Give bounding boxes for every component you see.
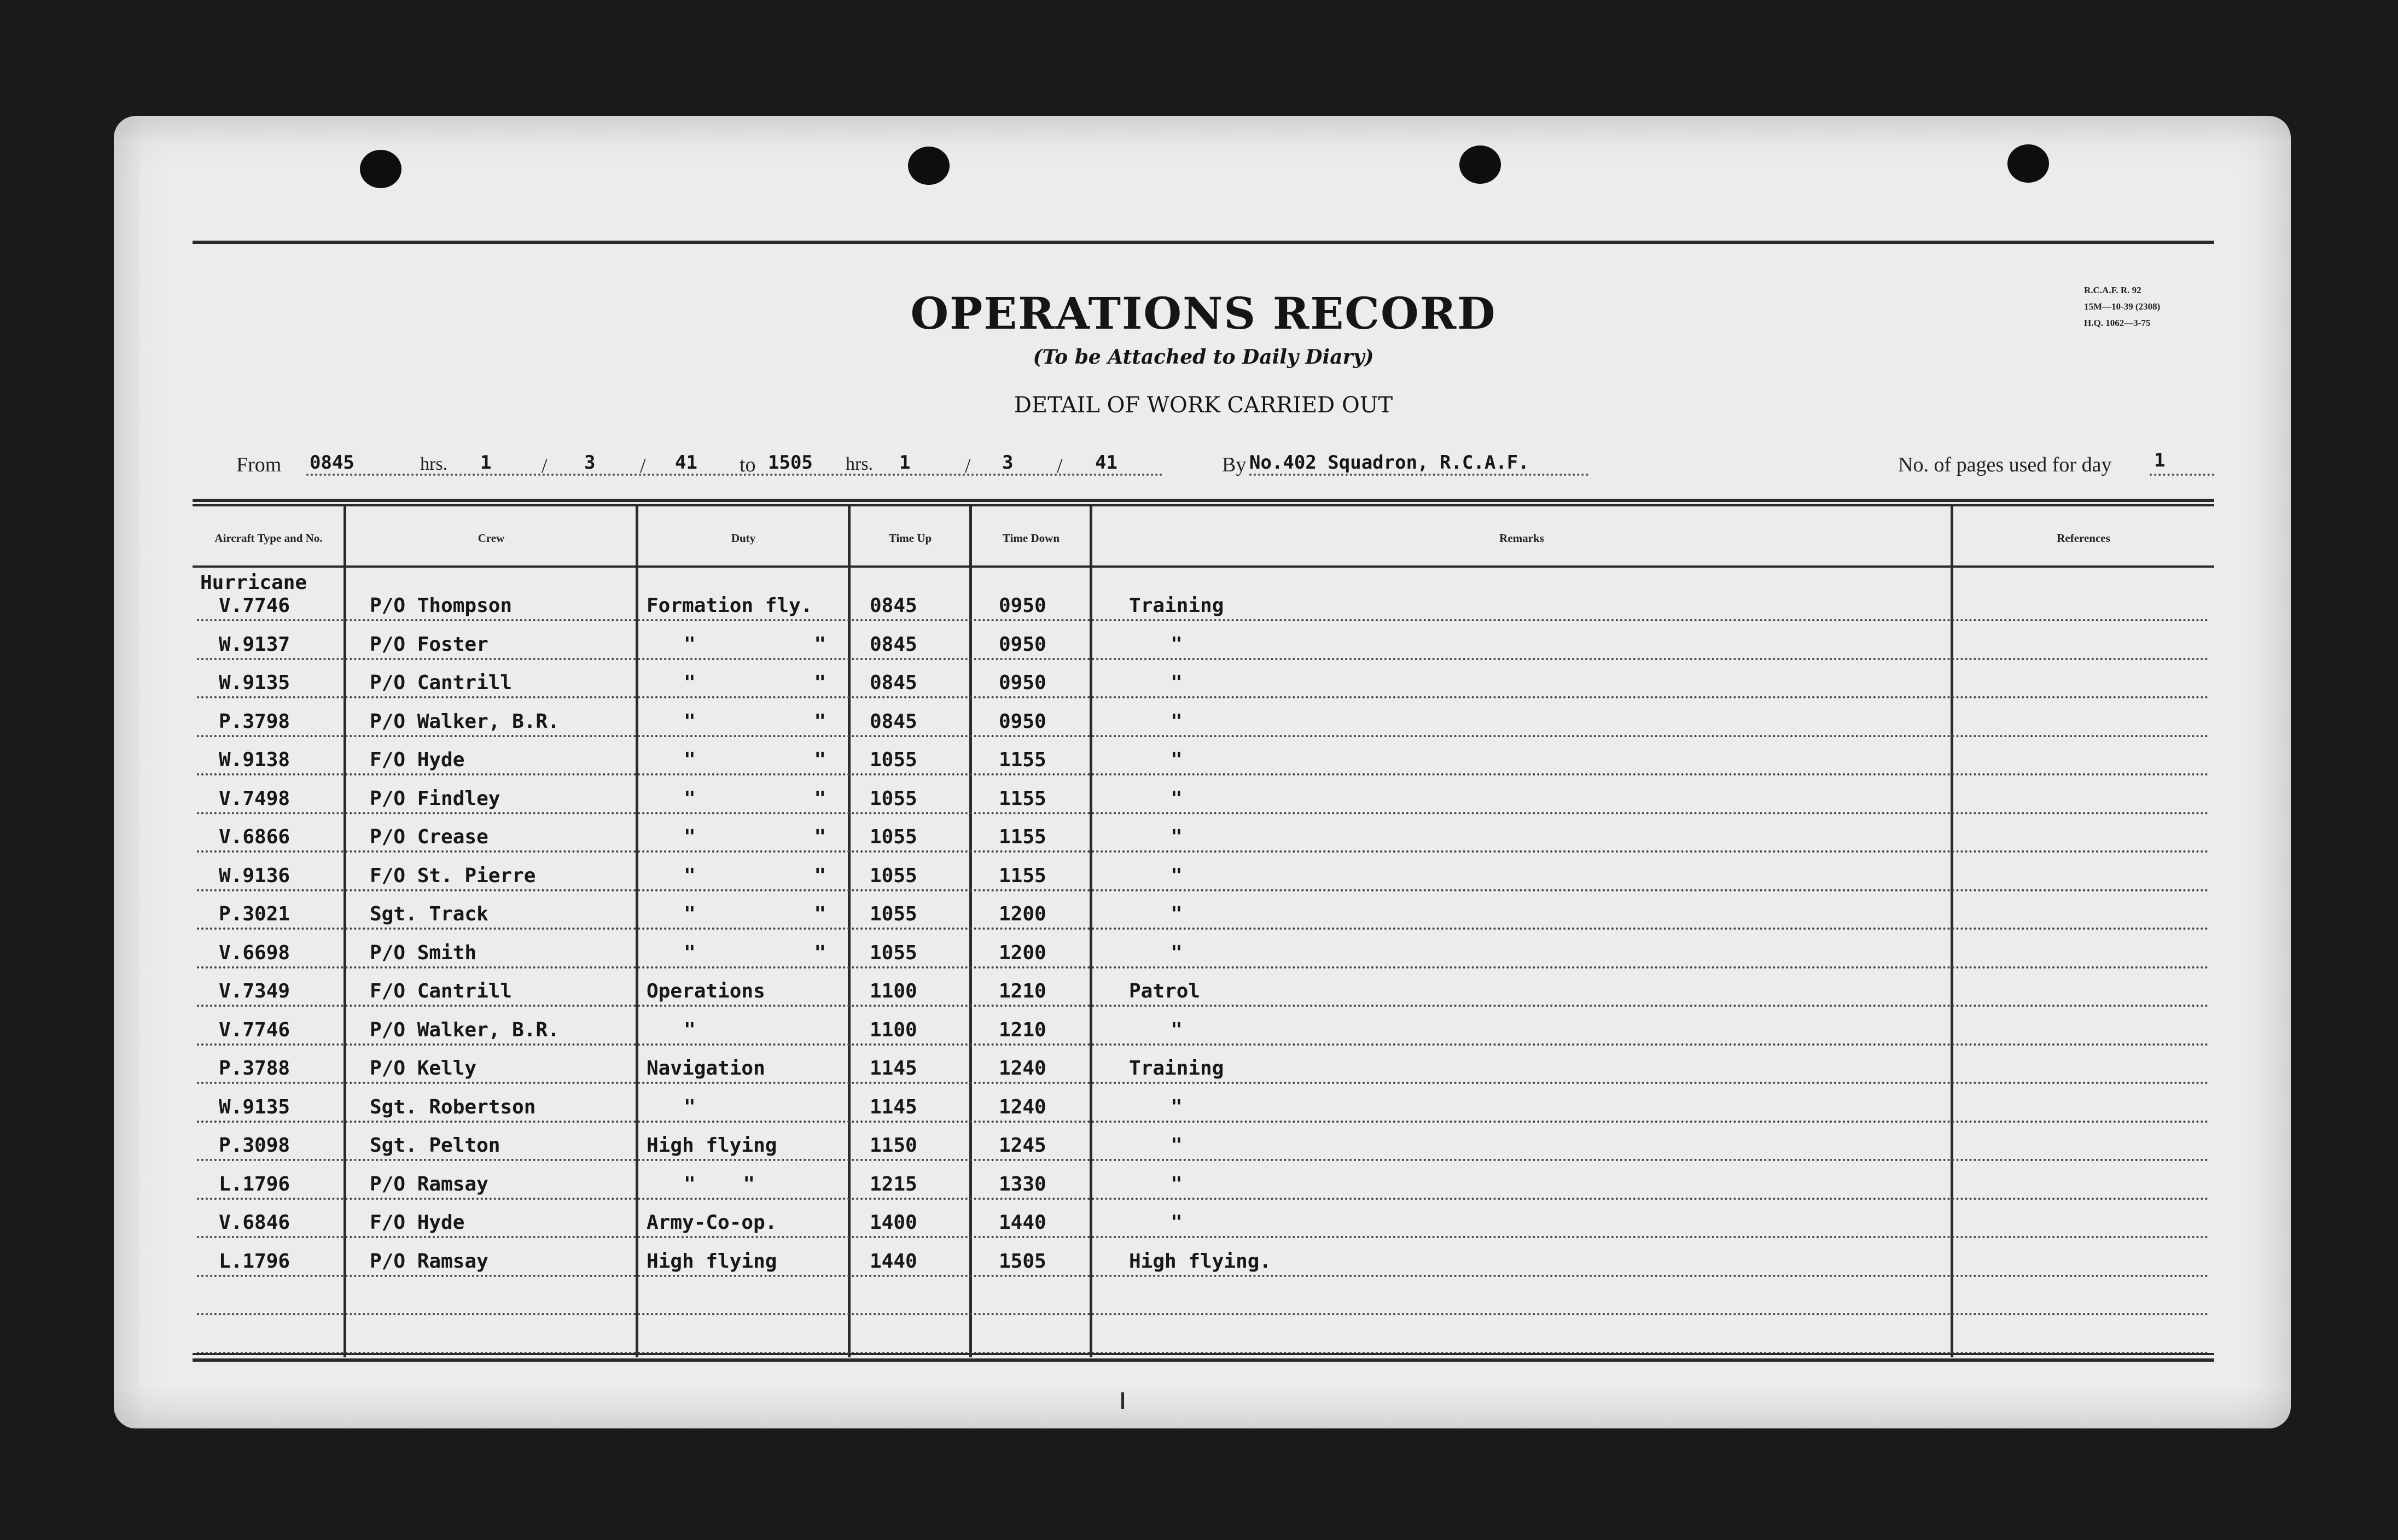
- duty-cell: Navigation: [647, 1057, 765, 1080]
- form-number-line: R.C.A.F. R. 92: [2084, 285, 2141, 295]
- remarks-cell: High flying.: [1129, 1250, 1272, 1273]
- duty-cell: " ": [684, 672, 827, 694]
- row-dotted-line: [197, 1082, 2210, 1084]
- remarks-cell: ": [1171, 1134, 1183, 1157]
- time-down-cell: 1330: [999, 1172, 1046, 1195]
- time-up-cell: 1055: [870, 826, 917, 848]
- aircraft-number-cell: W.9135: [219, 1095, 290, 1118]
- to-year: 41: [1095, 452, 1117, 474]
- punch-hole: [360, 150, 401, 188]
- aircraft-number-cell: V.7746: [219, 1018, 290, 1041]
- from-year: 41: [675, 452, 697, 474]
- column-divider: [969, 504, 972, 1357]
- time-down-cell: 1440: [999, 1211, 1046, 1234]
- remarks-cell: ": [1171, 1211, 1183, 1234]
- from-month: 3: [584, 452, 596, 474]
- column-header-crew: Crew: [478, 532, 505, 545]
- column-header-remarks: Remarks: [1499, 532, 1544, 545]
- row-dotted-line: [197, 1043, 2210, 1046]
- aircraft-number-cell: W.9136: [219, 864, 290, 887]
- remarks-cell: ": [1171, 826, 1183, 848]
- hrs-label: hrs.: [420, 454, 448, 474]
- row-dotted-line: [197, 619, 2210, 621]
- time-down-cell: 1210: [999, 1018, 1046, 1041]
- table-top-rule: [193, 504, 2214, 506]
- column-header-duty: Duty: [731, 532, 756, 545]
- duty-cell: Formation fly.: [647, 594, 813, 617]
- date-slash: /: [965, 454, 971, 477]
- time-up-cell: 0845: [870, 710, 917, 733]
- crew-cell: P/O Walker, B.R.: [370, 710, 560, 733]
- duty-cell: " ": [684, 710, 827, 733]
- row-dotted-line: [197, 658, 2210, 660]
- crew-cell: F/O Cantrill: [370, 980, 513, 1002]
- crew-cell: P/O Thompson: [370, 594, 513, 617]
- time-up-cell: 1055: [870, 787, 917, 810]
- pages-label: No. of pages used for day: [1898, 453, 2112, 476]
- remarks-cell: ": [1171, 941, 1183, 964]
- remarks-cell: ": [1171, 672, 1183, 694]
- remarks-cell: ": [1171, 749, 1183, 771]
- hrs-label: hrs.: [846, 454, 874, 474]
- time-down-cell: 1155: [999, 749, 1046, 771]
- top-rule: [193, 241, 2214, 244]
- table-top-rule: [193, 499, 2214, 502]
- time-up-cell: 1055: [870, 749, 917, 771]
- duty-cell: " ": [684, 941, 827, 964]
- time-up-cell: 1145: [870, 1057, 917, 1080]
- time-up-cell: 1400: [870, 1211, 917, 1234]
- remarks-cell: ": [1171, 1095, 1183, 1118]
- from-day: 1: [480, 452, 492, 474]
- remarks-cell: ": [1171, 710, 1183, 733]
- remarks-cell: Training: [1129, 1057, 1224, 1080]
- page-subtitle: (To be Attached to Daily Diary): [1033, 346, 1374, 369]
- by-label: By: [1222, 453, 1247, 476]
- by-dotted-line: [1249, 474, 1588, 476]
- table-bottom-rule: [193, 1353, 2214, 1355]
- time-up-cell: 1440: [870, 1250, 917, 1273]
- remarks-cell: ": [1171, 1018, 1183, 1041]
- row-dotted-line: [197, 1198, 2210, 1200]
- time-up-cell: 1215: [870, 1172, 917, 1195]
- time-down-cell: 1155: [999, 864, 1046, 887]
- time-down-cell: 1245: [999, 1134, 1046, 1157]
- aircraft-number-cell: P.3021: [219, 903, 290, 925]
- from-time: 0845: [310, 452, 354, 474]
- time-down-cell: 1200: [999, 941, 1046, 964]
- punch-hole: [2007, 144, 2049, 183]
- time-down-cell: 0950: [999, 672, 1046, 694]
- time-down-cell: 0950: [999, 633, 1046, 656]
- crew-cell: Sgt. Track: [370, 903, 488, 925]
- row-dotted-line: [197, 773, 2210, 775]
- row-dotted-line: [197, 812, 2210, 814]
- duty-cell: " ": [684, 749, 827, 771]
- crew-cell: Sgt. Robertson: [370, 1095, 536, 1118]
- row-dotted-line: [197, 1121, 2210, 1123]
- section-title: DETAIL OF WORK CARRIED OUT: [1014, 393, 1393, 418]
- aircraft-number-cell: L.1796: [219, 1250, 290, 1273]
- time-up-cell: 1055: [870, 864, 917, 887]
- remarks-cell: ": [1171, 864, 1183, 887]
- aircraft-number-cell: P.3098: [219, 1134, 290, 1157]
- aircraft-number-cell: V.6866: [219, 826, 290, 848]
- duty-cell: ": [684, 1095, 696, 1118]
- aircraft-number-cell: V.6698: [219, 941, 290, 964]
- time-down-cell: 0950: [999, 594, 1046, 617]
- table-bottom-rule: [193, 1358, 2214, 1362]
- crew-cell: P/O Crease: [370, 826, 488, 848]
- time-up-cell: 1055: [870, 941, 917, 964]
- column-divider: [848, 504, 851, 1357]
- to-day: 1: [899, 452, 911, 474]
- column-header-time-up: Time Up: [888, 532, 932, 545]
- aircraft-number-cell: V.7746: [219, 594, 290, 617]
- crew-cell: P/O Foster: [370, 633, 488, 656]
- row-dotted-line: [197, 928, 2210, 930]
- aircraft-number-cell: L.1796: [219, 1172, 290, 1195]
- form-number-line: 15M—10-39 (2308): [2084, 301, 2161, 312]
- date-slash: /: [640, 454, 646, 477]
- form-number-line: H.Q. 1062—3-75: [2084, 318, 2151, 328]
- pages-dotted-line: [2150, 474, 2214, 476]
- crew-cell: F/O Hyde: [370, 749, 465, 771]
- row-dotted-line: [197, 1275, 2210, 1277]
- row-dotted-line: [197, 889, 2210, 891]
- to-time: 1505: [768, 452, 813, 474]
- column-header-references: References: [2057, 532, 2110, 545]
- time-down-cell: 1240: [999, 1057, 1046, 1080]
- time-down-cell: 0950: [999, 710, 1046, 733]
- row-dotted-line: [197, 1005, 2210, 1007]
- row-dotted-line: [197, 1236, 2210, 1238]
- remarks-cell: ": [1171, 903, 1183, 925]
- time-down-cell: 1155: [999, 826, 1046, 848]
- crew-cell: P/O Findley: [370, 787, 500, 810]
- aircraft-number-cell: W.9138: [219, 749, 290, 771]
- duty-cell: " ": [684, 864, 827, 887]
- row-dotted-line: [197, 966, 2210, 969]
- page-title: OPERATIONS RECORD: [910, 288, 1497, 339]
- punch-hole: [908, 147, 950, 185]
- crew-cell: P/O Cantrill: [370, 672, 513, 694]
- time-up-cell: 1145: [870, 1095, 917, 1118]
- empty-row-line: [197, 1313, 2210, 1315]
- crew-cell: F/O St. Pierre: [370, 864, 536, 887]
- aircraft-number-cell: W.9137: [219, 633, 290, 656]
- crew-cell: P/O Ramsay: [370, 1172, 488, 1195]
- time-up-cell: 0845: [870, 672, 917, 694]
- duty-cell: ": [684, 1018, 696, 1041]
- duty-cell: High flying: [647, 1134, 777, 1157]
- time-up-cell: 1150: [870, 1134, 917, 1157]
- column-divider: [1951, 504, 1953, 1357]
- remarks-cell: Patrol: [1129, 980, 1201, 1002]
- duty-cell: " ": [684, 903, 827, 925]
- time-down-cell: 1210: [999, 980, 1046, 1002]
- duty-cell: Operations: [647, 980, 765, 1002]
- aircraft-type: Hurricane: [200, 571, 307, 594]
- aircraft-number-cell: V.6846: [219, 1211, 290, 1234]
- crew-cell: P/O Walker, B.R.: [370, 1018, 560, 1041]
- aircraft-number-cell: V.7349: [219, 980, 290, 1002]
- remarks-cell: ": [1171, 787, 1183, 810]
- duty-cell: High flying: [647, 1250, 777, 1273]
- squadron-value: No.402 Squadron, R.C.A.F.: [1249, 452, 1529, 474]
- duty-cell: " ": [684, 826, 827, 848]
- punch-hole: [1459, 145, 1501, 184]
- aircraft-number-cell: P.3788: [219, 1057, 290, 1080]
- time-down-cell: 1505: [999, 1250, 1046, 1273]
- aircraft-number-cell: W.9135: [219, 672, 290, 694]
- row-dotted-line: [197, 696, 2210, 698]
- form-number: [2084, 282, 2248, 331]
- time-up-cell: 1100: [870, 1018, 917, 1041]
- remarks-cell: Training: [1129, 594, 1224, 617]
- crew-cell: Sgt. Pelton: [370, 1134, 500, 1157]
- row-dotted-line: [197, 735, 2210, 737]
- remarks-cell: ": [1171, 1172, 1183, 1195]
- crew-cell: P/O Kelly: [370, 1057, 477, 1080]
- crew-cell: F/O Hyde: [370, 1211, 465, 1234]
- time-up-cell: 0845: [870, 633, 917, 656]
- column-divider: [636, 504, 638, 1357]
- crew-cell: P/O Ramsay: [370, 1250, 488, 1273]
- pages-value: 1: [2154, 450, 2166, 471]
- to-label: to: [740, 453, 756, 476]
- from-label: From: [236, 453, 282, 476]
- aircraft-number-cell: V.7498: [219, 787, 290, 810]
- column-header-aircraft: Aircraft Type and No.: [214, 532, 323, 545]
- duty-cell: Army-Co-op.: [647, 1211, 777, 1234]
- column-header-time-down: Time Down: [1002, 532, 1060, 545]
- to-month: 3: [1002, 452, 1014, 474]
- aircraft-number-cell: P.3798: [219, 710, 290, 733]
- time-down-cell: 1240: [999, 1095, 1046, 1118]
- date-slash: /: [542, 454, 548, 477]
- row-dotted-line: [197, 1159, 2210, 1161]
- column-divider: [1090, 504, 1092, 1357]
- time-up-cell: 0845: [870, 594, 917, 617]
- column-divider: [344, 504, 346, 1357]
- date-slash: /: [1057, 454, 1063, 477]
- row-dotted-line: [197, 850, 2210, 853]
- time-up-cell: 1055: [870, 903, 917, 925]
- bottom-mark: [1121, 1392, 1124, 1409]
- column-header-rule: [193, 565, 2214, 568]
- duty-cell: " ": [684, 633, 827, 656]
- time-down-cell: 1155: [999, 787, 1046, 810]
- time-down-cell: 1200: [999, 903, 1046, 925]
- remarks-cell: ": [1171, 633, 1183, 656]
- time-up-cell: 1100: [870, 980, 917, 1002]
- crew-cell: P/O Smith: [370, 941, 477, 964]
- duty-cell: " ": [684, 787, 827, 810]
- duty-cell: " ": [684, 1172, 755, 1195]
